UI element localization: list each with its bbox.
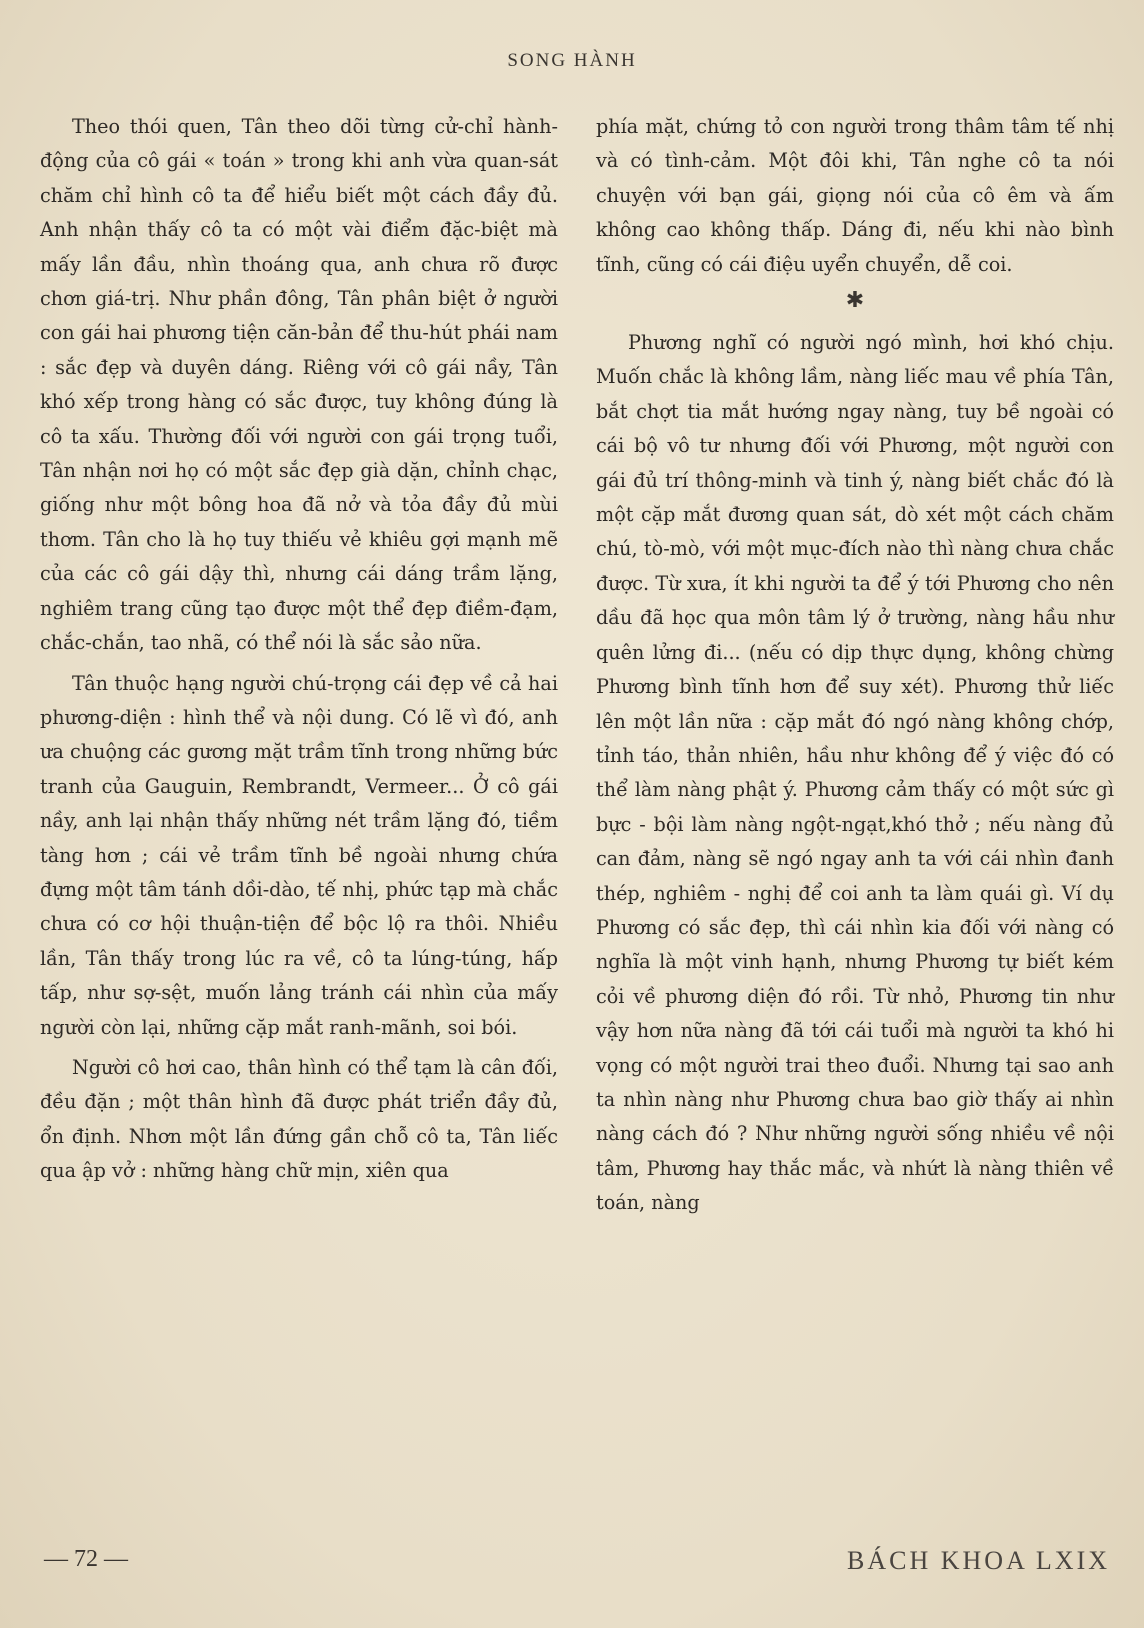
left-column (40, 110, 558, 1189)
paragraph-continuation: phía mặt, chứng tỏ con người trong thâm tâm tế nhị và có tình-cảm. Một đôi khi, Tân nghe cô ta nói chuyện với bạn gái, giọng nói của cô êm và ấm không cao không thấp. Dáng đi, nếu khi nào bình tĩnh, cũng có cái điệu uyển chuyển, dễ coi. (596, 115, 1114, 276)
section-separator: ✱ (845, 288, 865, 314)
running-title: SONG HÀNH (507, 50, 637, 71)
right-column (596, 110, 1114, 1221)
paragraph: Tân thuộc hạng người chú-trọng cái đẹp về cả hai phương-diện : hình thể và nội dung. Có lẽ vì đó, anh ưa chuộng các gương mặt trầm tĩnh trong những bức tranh của Gauguin, Rembrandt, Vermeer... Ở cô gái nầy, anh lại nhận thấy những nét trầm lặng đó, tiềm tàng hơn ; cái vẻ trầm tĩnh bề ngoài nhưng chứa đựng một tâm tánh dồi-dào, tế nhị, phức tạp mà chắc chưa có cơ hội thuận-tiện để bộc lộ ra thôi. Nhiều lần, Tân thấy trong lúc ra về, cô ta lúng-túng, hấp tấp, như sợ-sệt, muốn lảng tránh cái nhìn của mấy người còn lại, những cặp mắt ranh-mãnh, soi bói. (40, 671, 558, 1039)
publication-name: BÁCH KHOA LXIX (847, 1546, 1110, 1575)
paragraph: Người cô hơi cao, thân hình có thể tạm là cân đối, đều đặn ; một thân hình đã được phát triển đầy đủ, ổn định. Nhơn một lần đứng gần chỗ cô ta, Tân liếc qua ập vở : những hàng chữ mịn, xiên qua (40, 1055, 558, 1183)
page-number: — 72 — (44, 1546, 128, 1572)
paragraph: Theo thói quen, Tân theo dõi từng cử-chỉ hành-động của cô gái « toán » trong khi anh vừa quan-sát chăm chỉ hình cô ta để hiểu biết một cách đầy đủ. Anh nhận thấy cô ta có một vài điểm đặc-biệt mà mấy lần đầu, nhìn thoáng qua, anh chưa rõ được chơn giá-trị. Như phần đông, Tân phân biệt ở người con gái hai phương tiện căn-bản để thu-hút phái nam : sắc đẹp và duyên dáng. Riêng với cô gái nầy, Tân khó xếp trong hàng có sắc được, tuy không đúng là cô ta xấu. Thường đối với người con gái trọng tuổi, Tân nhận nơi họ có một sắc đẹp già dặn, chỉnh chạc, giống như một bông hoa đã nở và tỏa đầy đủ mùi thơm. Tân cho là họ tuy thiếu vẻ khiêu gợi mạnh mẽ của các cô gái dậy thì, nhưng cái dáng trầm lặng, nghiêm trang cũng tạo được một thể đẹp điềm-đạm, chắc-chắn, tao nhã, có thể nói là sắc sảo nữa. (40, 115, 558, 655)
paragraph: Phương nghĩ có người ngó mình, hơi khó chịu. Muốn chắc là không lầm, nàng liếc mau về phía Tân, bắt chợt tia mắt hướng ngay nàng, tuy bề ngoài có cái bộ vô tư nhưng đối với Phương, một người con gái đủ trí thông-minh và tinh ý, nàng biết chắc đó là một cặp mắt đương quan sát, dò xét một cách chăm chú, tò-mò, với một mục-đích nào thì nàng chưa chắc được. Từ xưa, ít khi người ta để ý tới Phương cho nên dầu đã học qua môn tâm lý ở trường, nàng hầu như quên lửng đi... (nếu có dịp thực dụng, không chừng Phương bình tĩnh hơn để suy xét). Phương thử liếc lên một lần nữa : cặp mắt đó ngó nàng không chớp, tỉnh táo, thản nhiên, hầu như không để ý việc đó có thể làm nàng phật ý. Phương cảm thấy có một sức gì bực - bội làm nàng ngột-ngạt,khó thở ; nếu nàng đủ can đảm, nàng sẽ ngó ngay anh ta với cái nhìn đanh thép, nghiêm - nghị để coi anh ta làm quái gì. Ví dụ Phương có sắc đẹp, thì cái nhìn kia đối với nàng có nghĩa là một vinh hạnh, nhưng Phương tự biết kém cỏi về phương diện đó rồi. Từ nhỏ, Phương tin như vậy hơn nữa nàng đã tới cái tuổi mà người ta khó hi vọng có một người trai theo đuổi. Nhưng tại sao anh ta nhìn nàng như Phương chưa bao giờ thấy ai nhìn nàng cách đó ? Như những người sống nhiều về nội tâm, Phương hay thắc mắc, và nhứt là nàng thiên về toán, nàng (596, 331, 1114, 1215)
